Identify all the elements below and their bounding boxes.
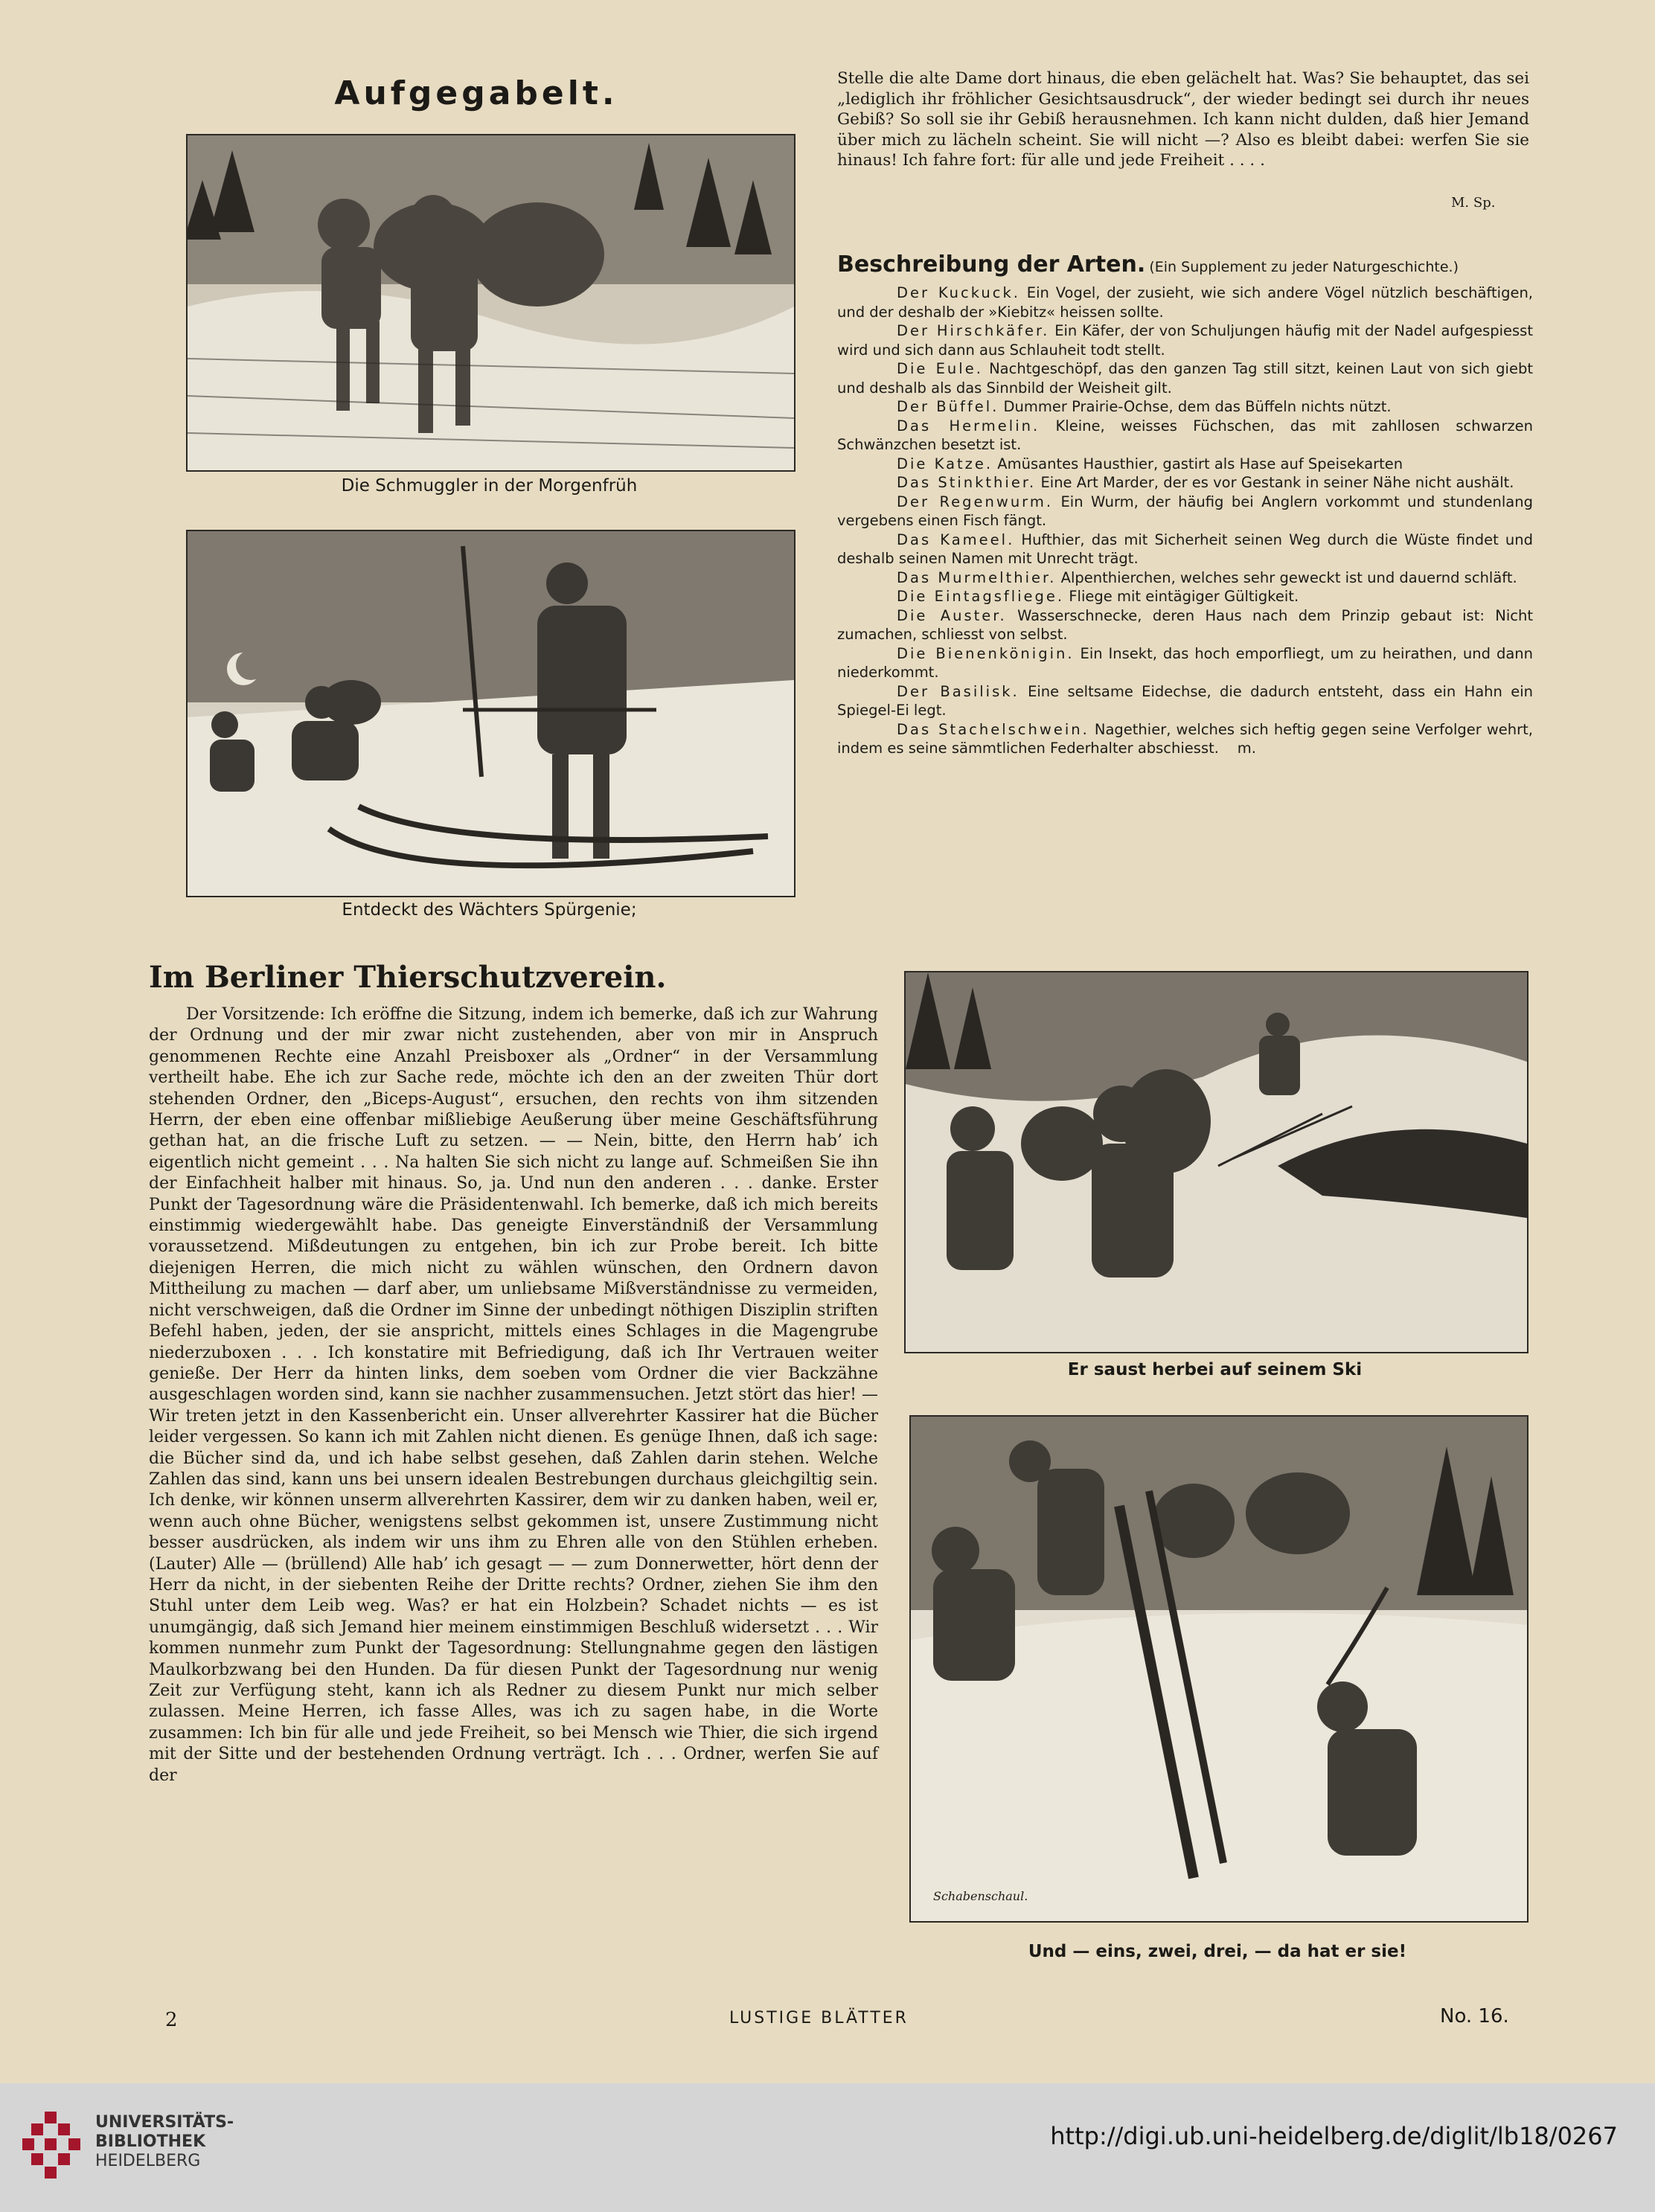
illustration-guard-discovers	[186, 530, 796, 897]
entry-text: Ein Käfer, der von Schuljungen häufig mit der Nadel aufgespiesst wird und sich dann aus Schlauheit todt stellt.	[837, 322, 1533, 359]
entry	[837, 455, 1533, 474]
entry-text: Alpenthierchen, welches sehr geweckt ist und dauernd schläft.	[1056, 568, 1517, 586]
entry	[837, 568, 1533, 588]
caption-smugglers-morning: Die Schmuggler in der Morgenfrüh	[341, 476, 638, 496]
entry-text: Kleine, weisses Füchschen, das mit zahllosen schwarzen Schwänzchen besetzt ist.	[837, 417, 1534, 453]
entry-text: Fliege mit eintägiger Gültigkeit.	[1064, 588, 1299, 605]
entry-text: Ein Insekt, das hoch emporfliegt, um zu heirathen, und dann niederkommt.	[837, 644, 1534, 681]
page-number: 2	[165, 2009, 178, 2031]
entry-name: Das Kameel.	[897, 530, 1015, 548]
entry	[837, 359, 1533, 397]
entry-name: Die Katze.	[897, 455, 993, 472]
entry	[837, 587, 1533, 606]
entry-name: Das Murmelthier.	[897, 568, 1057, 586]
entry-text: Nachtgeschöpf, das den ganzen Tag still sitzt, keinen Laut von sich giebt und deshalb als das Sinnbild der Weisheit gilt.	[837, 360, 1533, 397]
library-name	[95, 2113, 234, 2171]
artist-signature: Schabenschaul.	[933, 1889, 1028, 1903]
entry-name: Das Hermelin.	[897, 417, 1040, 435]
entry-name: Der Hirschkäfer.	[897, 322, 1050, 339]
caption-ski-approach: Er saust herbei auf seinem Ski	[1067, 1360, 1363, 1379]
top-right-paragraph	[837, 68, 1529, 171]
entry	[837, 493, 1533, 530]
entry-text: Ein Wurm, der häufig bei Anglern vorkommt und stundenlang vergebens einen Fisch fängt.	[837, 493, 1533, 529]
entry	[837, 397, 1533, 417]
entry	[837, 530, 1533, 568]
entry-text: Amüsantes Hausthier, gastirt als Hase auf Speisekarten	[993, 455, 1403, 472]
entry-name: Der Kuckuck.	[897, 284, 1020, 301]
issue-number: No. 16.	[1440, 2005, 1509, 2027]
caption-guard-discovers: Entdeckt des Wächters Spürgenie;	[342, 900, 637, 920]
beschreibung-heading-row	[837, 251, 1533, 278]
entry-name: Die Auster.	[897, 606, 1007, 624]
entry-name: Die Eintagsfliege.	[897, 588, 1065, 605]
entry-name: Das Stachelschwein.	[897, 720, 1089, 738]
beschreibung-entries	[837, 283, 1533, 758]
top-right-signature: M. Sp.	[1451, 195, 1496, 211]
entry	[837, 417, 1533, 455]
berliner-article	[149, 1004, 878, 1786]
library-footer-bar	[0, 2083, 1655, 2212]
entry-text: Eine Art Marder, der es vor Gestank in seiner Nähe nicht aushält.	[1036, 474, 1514, 491]
entry-name: Die Bienenkönigin.	[897, 644, 1075, 662]
beschreibung-signature: m.	[1237, 740, 1256, 757]
library-name-line1: UNIVERSITÄTS-	[95, 2113, 234, 2132]
top-right-text: Stelle die alte Dame dort hinaus, die eben gelächelt hat. Was? Sie behauptet, das sei „lediglich ihr fröhlicher Gesichtsausdruck“, der wieder bedingt sei durch ihr neues Gebiß? So soll sie ihr Gebiß herausnehmen. Ich kann nicht dulden, daß hier Jemand über mich zu lächeln scheint. Sie will nicht —? Also es bleibt dabei: werfen Sie sie hinaus! Ich fahre fort: für alle und jede Freiheit . . . .	[837, 69, 1529, 170]
entry-text: Dummer Prairie-Ochse, dem das Büffeln nichts nützt.	[999, 398, 1392, 415]
beschreibung-heading: Beschreibung der Arten.	[837, 251, 1146, 278]
beschreibung-section	[837, 251, 1533, 758]
page-title: Aufgegabelt.	[334, 74, 618, 112]
caption-caught: Und — eins, zwei, drei, — da hat er sie!	[1028, 1942, 1407, 1961]
permalink-url[interactable]: http://digi.ub.uni-heidelberg.de/diglit/lb18/0267	[1050, 2122, 1618, 2150]
entry-name: Die Eule.	[897, 360, 983, 377]
entry-name: Das Stinkthier.	[897, 474, 1037, 491]
illustration-ski-approach	[904, 971, 1528, 1353]
entry	[837, 720, 1533, 758]
entry	[837, 473, 1533, 493]
entry-name: Der Regenwurm.	[897, 493, 1054, 510]
journal-title: LUSTIGE BLÄTTER	[729, 2009, 909, 2027]
entry-name: Der Basilisk.	[897, 682, 1019, 700]
library-logo-icon	[22, 2112, 89, 2179]
entry	[837, 682, 1533, 720]
library-name-line3: HEIDELBERG	[95, 2152, 201, 2170]
entry-text: Eine seltsame Eidechse, die dadurch entsteht, dass ein Hahn ein Spiegel-Ei legt.	[837, 682, 1533, 719]
entry-text: Hufthier, das mit Sicherheit seinen Weg durch die Wüste findet und deshalb seinen Namen mit Unrecht trägt.	[837, 530, 1533, 567]
illustration-smugglers-morning	[186, 134, 796, 472]
berliner-text: Der Vorsitzende: Ich eröffne die Sitzung, indem ich bemerke, daß ich zur Wahrung der Ordnung und der mir zwar nicht zustehenden, aber von mir in Anspruch genommenen Rechte eine Anzahl Preisboxer als „Ordner“ in der Versammlung vertheilt habe. Ehe ich zur Sache rede, möchte ich den an der zweiten Thür dort stehenden Ordner, den „Biceps-August“, ersuchen, den rechts von ihm sitzenden Herrn, der eben eine offenbar mißliebige Aeußerung über meine Geschäftsführung gethan hat, an die frische Luft zu setzen. — — Nein, bitte, den Herrn hab’ ich eigentlich nicht gemeint . . . Na halten Sie sich nicht zu lange auf. Schmeißen Sie ihn der Einfachheit halber mit hinaus. So, ja. Und nun den anderen . . . danke. Erster Punkt der Tagesordnung wäre die Präsidentenwahl. Ich bemerke, daß ich mich bereits einstimmig wiedergewählt habe. Das geneigte Einverständniß der Versammlung voraussetzend. Mißdeutungen zu entgehen, bin ich zur Probe bereit. Ich bitte diejenigen Herren, die mich nicht zu wählen wünschen, den Ordnern davon Mittheilung zu machen — darf aber, um unliebsame Mißverständnisse zu vermeiden, nicht verschweigen, daß die Ordner im Sinne der unbedingt nöthigen Disziplin striften Befehl haben, jeden, der sie anspricht, mittels eines Schlages in die Magengrube niederzuboxen . . . Ich konstatire mit Befriedigung, daß ich Ihr Vertrauen weiter genieße. Der Herr da hinten links, dem soeben vom Ordner die vier Backzähne ausgeschlagen worden sind, kann sie nachher zusammensuchen. Jetzt stört das hier! — Wir treten jetzt in den Kassenbericht ein. Unser allverehrter Kassirer hat die Bücher leider vergessen. So kann ich mit Zahlen nicht dienen. Es genüge Ihnen, daß ich sage: die Bücher sind da, und ich habe selbst gesehen, daß Zahlen darin stehen. Welche Zahlen das sind, kann uns bei unsern idealen Bestrebungen durchaus gleichgiltig sein. Ich denke, wir können unserm allverehrten Kassirer, dem wir zu danken haben, weil er, wenn auch ohne Bücher, wenigstens selbst gekommen ist, unsere Zustimmung nicht besser ausdrücken, als indem wir uns ihm zu Ehren alle von den Stühlen erheben. (Lauter) Alle — (brüllend) Alle hab’ ich gesagt — — zum Donnerwetter, hört denn der Herr da nicht, in der siebenten Reihe der Dritte rechts? Ordner, ziehen Sie ihm den Stuhl unter dem Leib weg. Was? er hat ein Holzbein? Schadet nichts — es ist unumgängig, daß sich Jemand hier meinem einstimmigen Beschluß widersetzt . . . Wir kommen nunmehr zum Punkt der Tagesordnung: Stellungnahme gegen den lästigen Maulkorbzwang bei den Hunden. Da für diesen Punkt der Tagesordnung nur wenig Zeit zur Verfügung steht, kann ich als Redner zu diesem Punkt nur mich selber zulassen. Meine Herren, ich fasse Alles, was ich zu sagen habe, in die Worte zusammen: Ich bin für alle und jede Freiheit, so bei Mensch wie Thier, die sich irgend mit der Sitte und der bestehenden Ordnung verträgt. Ich . . . Ordner, werfen Sie auf der	[149, 1005, 878, 1785]
entry-text: Ein Vogel, der zusieht, wie sich andere Vögel nützlich beschäftigen, und der deshalb der »Kiebitz« heissen sollte.	[837, 284, 1534, 321]
entry	[837, 321, 1533, 359]
entry-name: Der Büffel.	[897, 398, 999, 415]
entry	[837, 606, 1533, 644]
illustration-caught	[909, 1415, 1528, 1923]
entry-text: Nagethier, welches sich heftig gegen seine Verfolger wehrt, indem es seine sämmtlichen Federhalter abschiesst.	[837, 720, 1533, 757]
library-name-line2: BIBLIOTHEK	[95, 2132, 206, 2151]
entry	[837, 644, 1533, 682]
entry-text: Wasserschnecke, deren Haus nach dem Prinzip gebaut ist: Nicht zumachen, schliesst von selbst.	[837, 606, 1533, 643]
berliner-heading: Im Berliner Thierschutzverein.	[149, 960, 667, 995]
entry	[837, 283, 1533, 321]
beschreibung-subheading: (Ein Supplement zu jeder Naturgeschichte.)	[1149, 259, 1459, 275]
